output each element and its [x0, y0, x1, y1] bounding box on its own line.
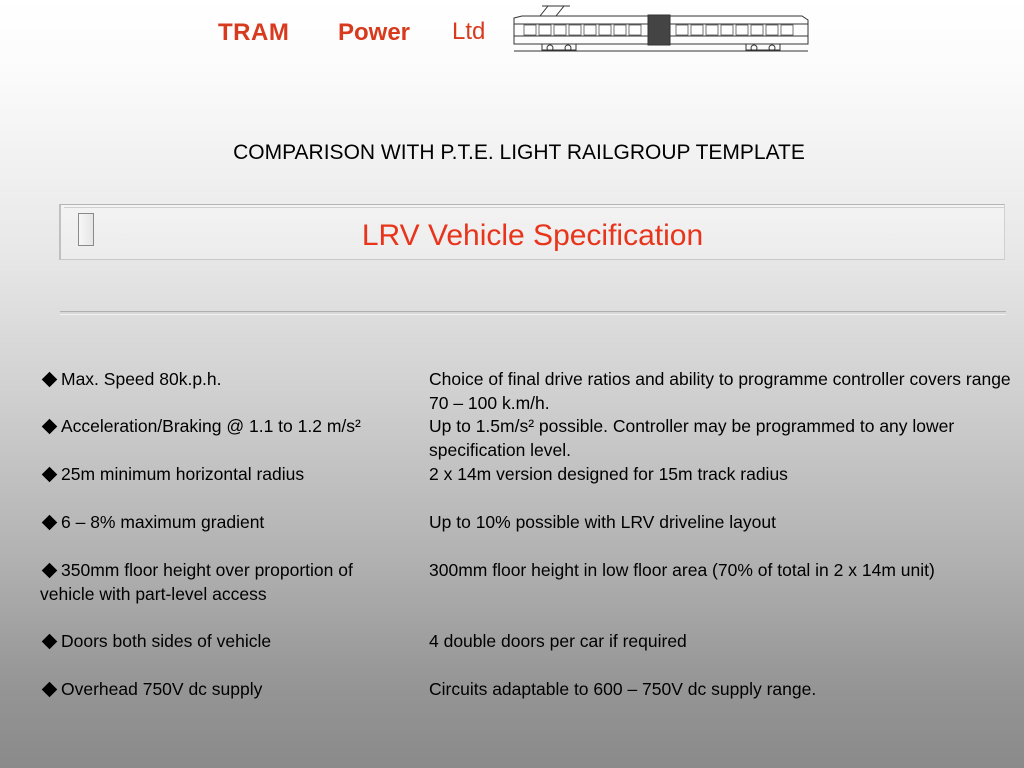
- slide-subtitle: COMPARISON WITH P.T.E. LIGHT RAILGROUP TEMPLATE: [233, 141, 805, 164]
- diamond-bullet-icon: [42, 515, 58, 531]
- requirement-text: Doors both sides of vehicle: [61, 631, 272, 651]
- logo-power-text: Power: [338, 19, 411, 46]
- requirement-text: Overhead 750V dc supply: [61, 679, 263, 699]
- requirement-text: Max. Speed 80k.p.h.: [61, 369, 222, 389]
- response-item: 4 double doors per car if required: [429, 631, 687, 651]
- tram-drawing-icon: [512, 4, 810, 54]
- response-item: Choice of final drive ratios and ability to programme controller covers range 70 – 100 k.m/h.: [429, 369, 1011, 413]
- company-logo: [218, 4, 818, 58]
- requirement-text: 350mm floor height over proportion of vehicle with part-level access: [40, 560, 353, 604]
- diamond-bullet-icon: [42, 563, 58, 579]
- diamond-bullet-icon: [42, 419, 58, 435]
- requirement-text: 25m minimum horizontal radius: [61, 464, 305, 484]
- divider: [60, 311, 1006, 315]
- requirement-item: [40, 678, 410, 702]
- response-item: Up to 1.5m/s² possible. Controller may be programmed to any lower specification level.: [429, 416, 955, 460]
- requirement-item: [40, 511, 410, 535]
- requirement-item: [40, 559, 410, 606]
- requirement-text: Acceleration/Braking @ 1.1 to 1.2 m/s²: [61, 416, 361, 436]
- requirement-item: [40, 368, 410, 392]
- diamond-bullet-icon: [42, 467, 58, 483]
- title-box-inner-line: [64, 207, 1004, 208]
- slide-title: LRV Vehicle Specification: [361, 219, 704, 252]
- response-item: 2 x 14m version designed for 15m track radius: [429, 464, 788, 484]
- requirement-item: [40, 415, 410, 439]
- logo-tram-text: TRAM: [218, 19, 290, 46]
- diamond-bullet-icon: [42, 372, 58, 388]
- title-box: [59, 204, 1005, 260]
- requirement-item: [40, 630, 410, 654]
- requirement-item: [40, 463, 410, 487]
- diamond-bullet-icon: [42, 682, 58, 698]
- logo-ltd-text: Ltd: [452, 18, 486, 45]
- diamond-bullet-icon: [42, 634, 58, 650]
- response-item: 300mm floor height in low floor area (70% of total in 2 x 14m unit): [429, 560, 935, 580]
- response-item: Circuits adaptable to 600 – 750V dc supply range.: [429, 679, 817, 699]
- response-item: Up to 10% possible with LRV driveline layout: [429, 512, 776, 532]
- requirement-text: 6 – 8% maximum gradient: [61, 512, 265, 532]
